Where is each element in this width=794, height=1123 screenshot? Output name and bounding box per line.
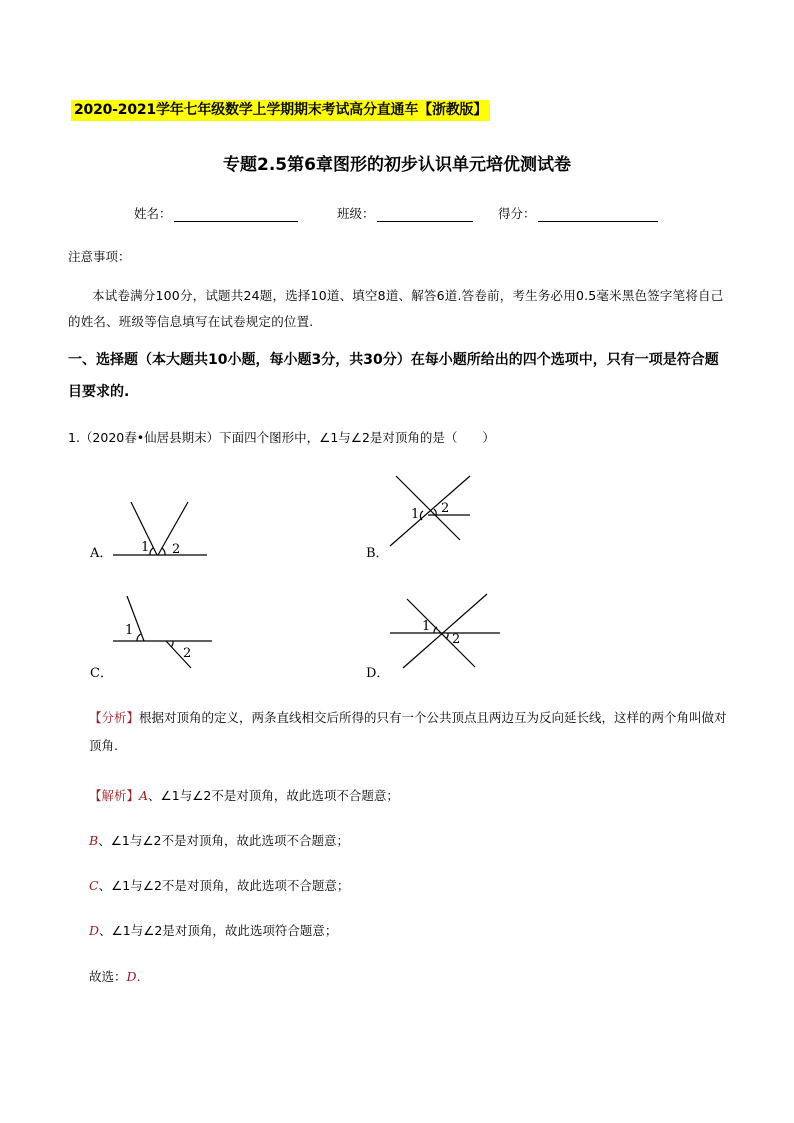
answer-letter: D: [126, 969, 137, 984]
solution-line-a: [89, 782, 399, 810]
page-title: 专题2.5第6章图形的初步认识单元培优测试卷: [223, 155, 571, 175]
figure-b-arc-1: [420, 511, 423, 520]
question-stem: 1.（2020春•仙居县期末）下面四个图形中，∠1与∠2是对顶角的是（ ）: [68, 430, 495, 445]
section-heading: [68, 344, 728, 408]
solution-a-text: 、∠1与∠2不是对顶角，故此选项不合题意；: [148, 788, 399, 803]
option-d-label: D．: [366, 666, 390, 681]
name-blank: [174, 207, 298, 222]
figure-c-angle-1: 1: [125, 623, 134, 638]
solution-line-b: [89, 827, 349, 855]
figure-d-arc-1: [434, 627, 437, 633]
option-figures: [0, 460, 794, 700]
figure-d-angle-1: 1: [422, 619, 431, 634]
analysis-text: 根据对顶角的定义，两条直线相交后所得的只有一个公共顶点且两边互为反向延长线，这样的两个角叫做对顶角.: [89, 710, 727, 753]
figure-a-angle-1: 1: [141, 540, 150, 555]
figure-c-arc-2: [171, 641, 173, 647]
solution-line-d: [89, 917, 337, 945]
solution-a-letter: A: [139, 788, 149, 803]
answer-line: [89, 963, 141, 991]
header-banner: 2020-2021学年七年级数学上学期期末考试高分直通车【浙教版】: [71, 100, 490, 121]
figure-a-arc-1: [150, 548, 153, 555]
class-blank: [377, 207, 473, 222]
score-blank: [538, 207, 658, 222]
solution-label: 【解析】: [89, 788, 140, 803]
class-label: 班级：: [337, 206, 375, 221]
figure-d-arc-2: [446, 633, 448, 639]
class-field: [337, 204, 473, 222]
solution-b-letter: B: [89, 833, 99, 848]
figure-b-line-1: [396, 476, 460, 540]
notice-title: 注意事项：: [68, 249, 131, 264]
section-text: 一、选择题（本大题共10小题，每小题3分，共30分）在每小题所给出的四个选项中，只有一项是符合题目要求的.: [68, 352, 719, 400]
figure-d: [390, 594, 500, 668]
answer-end: .: [136, 969, 141, 984]
name-field: [134, 204, 298, 222]
solution-c-letter: C: [89, 878, 99, 893]
score-field: [498, 204, 658, 222]
analysis-block: [89, 704, 729, 760]
figure-c-angle-2: 2: [183, 646, 192, 661]
option-c-label: C．: [90, 666, 113, 681]
figure-d-angle-2: 2: [452, 632, 461, 647]
option-a-label: A．: [90, 546, 113, 561]
notice-text: 本试卷满分100分，试题共24题，选择10道、填空8道、解答6道.答卷前，考生务必用0.5毫米黑色签字笔将自己的姓名、班级等信息填写在试卷规定的位置.: [68, 288, 724, 329]
option-b-label: B．: [366, 546, 389, 561]
figure-b-angle-1: 1: [411, 507, 420, 522]
figure-b-line-2: [390, 476, 470, 546]
figure-d-line-2: [403, 594, 487, 668]
solution-c-text: 、∠1与∠2不是对顶角，故此选项不合题意；: [98, 878, 350, 893]
solution-b-text: 、∠1与∠2不是对顶角，故此选项不合题意；: [98, 833, 350, 848]
solution-d-text: 、∠1与∠2是对顶角，故此选项符合题意；: [99, 923, 338, 938]
figure-b: [390, 476, 470, 546]
figure-b-angle-2: 2: [441, 501, 450, 516]
figure-c-arc-1: [137, 634, 141, 641]
figure-a: [113, 502, 207, 555]
name-label: 姓名：: [134, 206, 172, 221]
answer-prefix: 故选：: [89, 969, 127, 984]
figure-a-angle-2: 2: [172, 542, 181, 557]
solution-d-letter: D: [89, 923, 100, 938]
analysis-label: 【分析】: [89, 710, 140, 725]
score-label: 得分：: [498, 206, 536, 221]
figure-a-arc-2: [162, 548, 165, 555]
solution-line-c: [89, 872, 349, 900]
